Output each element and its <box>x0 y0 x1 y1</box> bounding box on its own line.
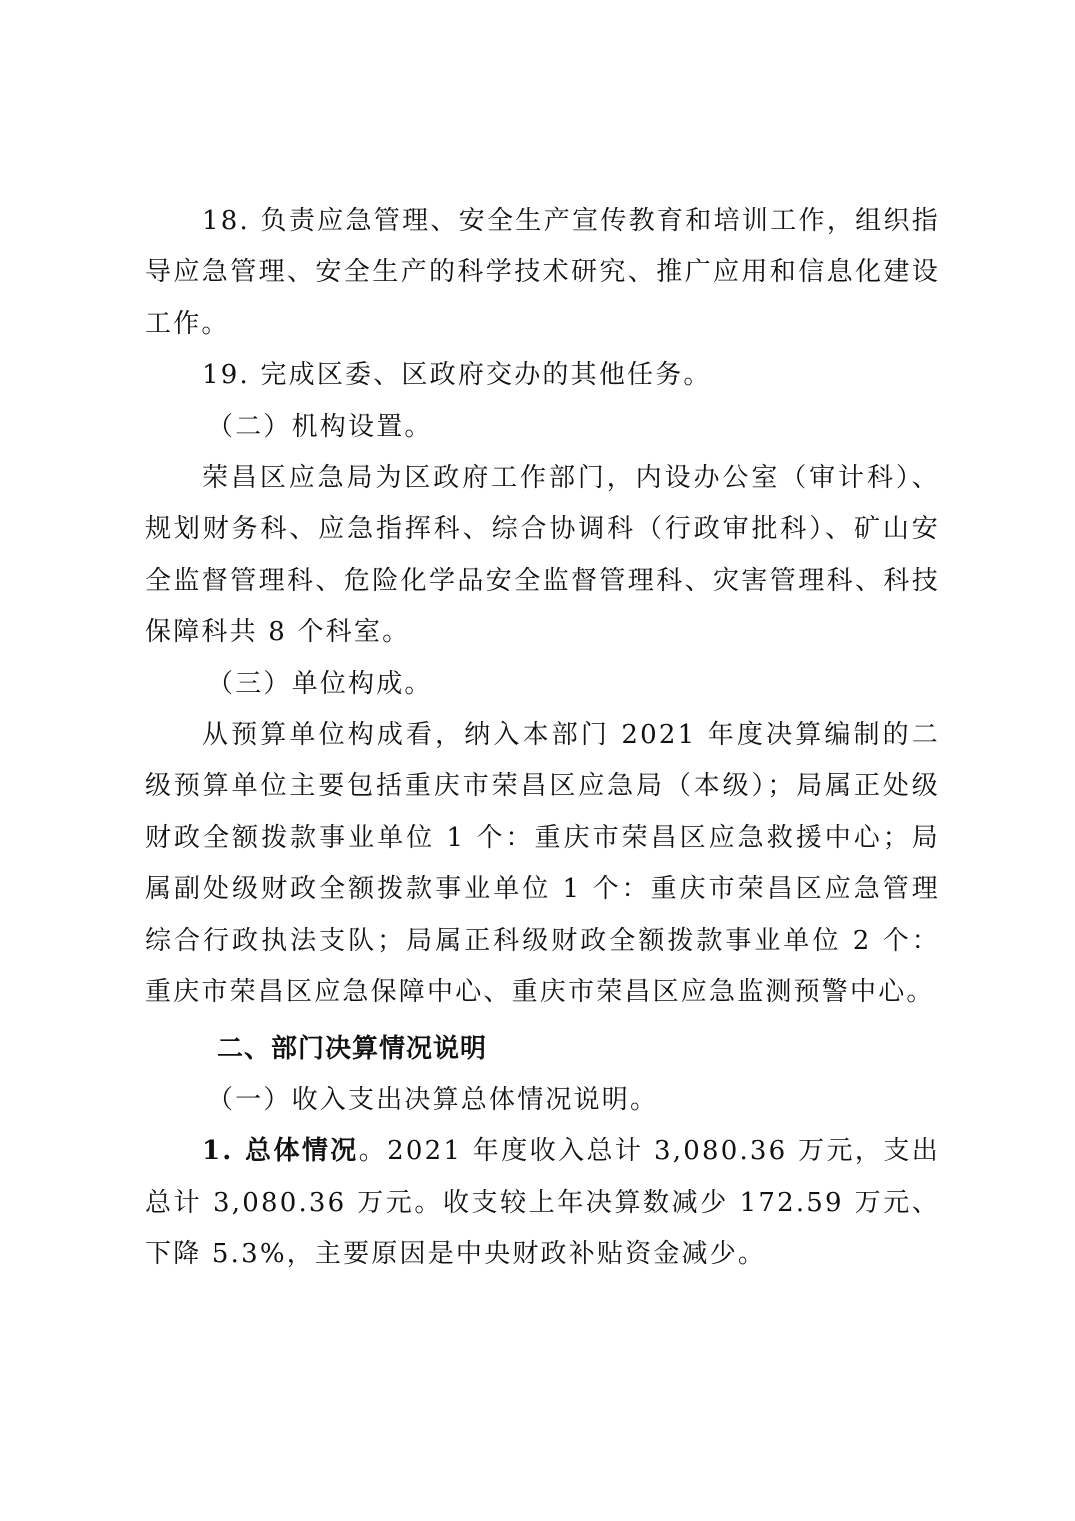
heading-income-expenditure: （一）收入支出决算总体情况说明。 <box>207 1084 659 1115</box>
paragraph-duty-19: 19. 完成区委、区政府交办的其他任务。 <box>202 360 712 391</box>
heading-unit-composition: （三）单位构成。 <box>207 668 433 699</box>
overall-situation-text: 。2021 年度收入总计 3,080.36 万元，支出总计 3,080.36 万元。收支较上年决算数减少 172.59 万元、下降 5.3%，主要原因是中央财政补贴资金减少。 <box>145 1136 940 1270</box>
paragraph-organization-setup: 荣昌区应急局为区政府工作部门，内设办公室（审计科）、规划财务科、应急指挥科、综合协调科（行政审批科）、矿山安全监督管理科、危险化学品安全监督管理科、灾害管理科、科技保障科共 8 个科室。 <box>145 463 940 648</box>
paragraph-unit-composition: 从预算单位构成看，纳入本部门 2021 年度决算编制的二级预算单位主要包括重庆市荣昌区应急局（本级）；局属正处级财政全额拨款事业单位 1 个：重庆市荣昌区应急救援中心；局属副处级财政全额拨款事业单位 1 个：重庆市荣昌区应急管理综合行政执法支队；局属正科级财政全额拨款事业单位 2 个：重庆市荣昌区应急保障中心、重庆市荣昌区应急监测预警中心。 <box>145 720 940 1008</box>
paragraph-overall-situation <box>145 1126 940 1280</box>
document-body <box>145 196 940 1281</box>
heading-department-final-accounts: 二、部门决算情况说明 <box>217 1033 488 1064</box>
paragraph-duty-18: 18. 负责应急管理、安全生产宣传教育和培训工作，组织指导应急管理、安全生产的科学技术研究、推广应用和信息化建设工作。 <box>145 206 940 339</box>
overall-situation-lead: 1. 总体情况 <box>202 1136 359 1167</box>
heading-organization-setup: （二）机构设置。 <box>207 411 433 442</box>
